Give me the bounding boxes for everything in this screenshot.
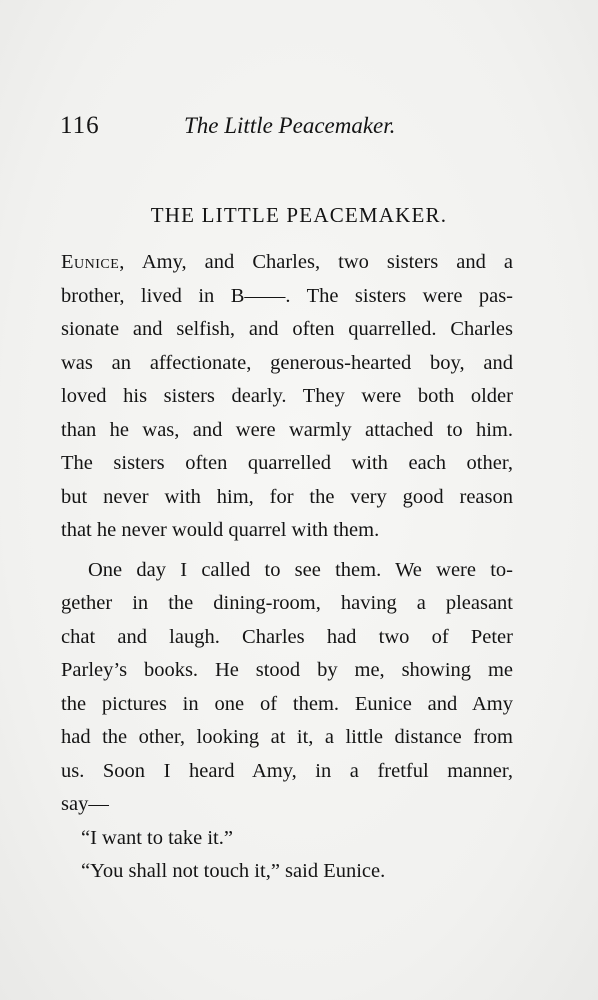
text-line: Parley’s books. He stood by me, showing me	[61, 659, 513, 681]
text-line	[61, 246, 513, 280]
text-line: brother, lived in B——. The sisters were pas-	[61, 284, 513, 307]
text-line: but never with him, for the very good reason	[61, 485, 513, 508]
text-line: chat and laugh. Charles had two of Peter	[61, 625, 513, 648]
text-line: was an affectionate, generous-hearted boy, and	[61, 351, 513, 374]
first-word: Eunice,	[61, 251, 125, 273]
dialogue-line: “You shall not touch it,” said Eunice.	[81, 860, 386, 882]
dialogue-line: “I want to take it.”	[81, 826, 233, 849]
text-line: say—	[61, 793, 109, 815]
text-line-rest: Amy, and Charles, two sisters and a	[124, 251, 513, 273]
text-line: had the other, looking at it, a little distance from	[61, 726, 513, 748]
text-line: than he was, and were warmly attached to him.	[61, 418, 513, 441]
text-line: gether in the dining-room, having a pleasant	[61, 592, 513, 614]
text-line: us. Soon I heard Amy, in a fretful manner,	[61, 759, 513, 782]
text-line: loved his sisters dearly. They were both older	[61, 385, 513, 407]
running-head	[60, 112, 520, 142]
paragraph	[61, 246, 513, 548]
body-text	[61, 246, 513, 889]
text-line: One day I called to see them. We were to-	[88, 558, 513, 581]
text-line: The sisters often quarrelled with each other,	[61, 452, 513, 474]
chapter-title: THE LITTLE PEACEMAKER.	[150, 203, 448, 227]
page-number: 116	[60, 112, 100, 139]
dialogue	[61, 822, 513, 889]
running-title: The Little Peacemaker.	[184, 113, 396, 138]
text-line: sionate and selfish, and often quarrelled. Charles	[61, 318, 513, 340]
paragraph	[61, 554, 513, 822]
text-line: the pictures in one of them. Eunice and Amy	[61, 692, 513, 715]
text-line: that he never would quarrel with them.	[61, 519, 380, 541]
